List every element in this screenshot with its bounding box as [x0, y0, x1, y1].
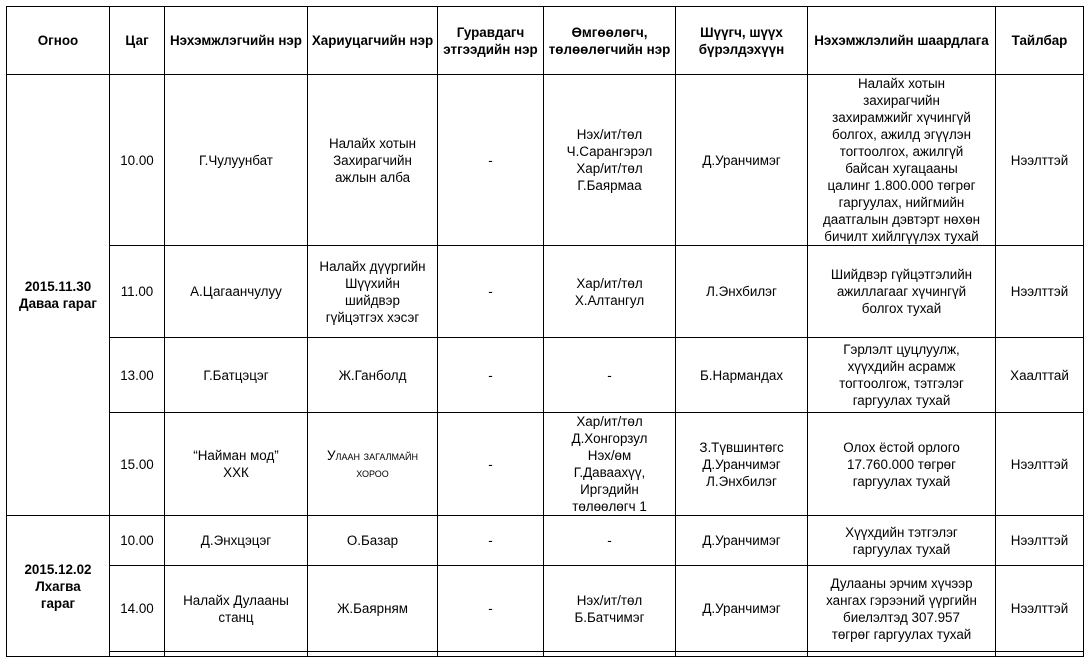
- time-cell: 15.00: [110, 413, 165, 516]
- representative-cell: Хар/ит/төл Х.Алтангул: [544, 246, 676, 338]
- defendant-cell: Ж.Ганболд: [308, 338, 438, 413]
- date-cell: 2015.12.02 Лхагва гараг: [7, 516, 110, 657]
- plaintiff-cell: “Найман мод” ХХК: [165, 413, 308, 516]
- defendant-cell: Ж.Баярням: [308, 566, 438, 652]
- table-row: [7, 566, 1084, 652]
- date-cell: 2015.11.30 Даваа гараг: [7, 75, 110, 516]
- defendant-cell: Налайх хотын Захирагчийн ажлын алба: [308, 75, 438, 246]
- note-cell: Нээлттэй: [996, 75, 1084, 246]
- header-date: Огноо: [7, 7, 110, 75]
- table-row: [7, 338, 1084, 413]
- third-party-cell: -: [438, 516, 544, 566]
- header-defendant: Хариуцагчийн нэр: [308, 7, 438, 75]
- third-party-cell: -: [438, 75, 544, 246]
- table-row: [7, 413, 1084, 516]
- header-note: Тайлбар: [996, 7, 1084, 75]
- representative-cell: -: [544, 516, 676, 566]
- claim-cell: Олох ёстой орлого 17.760.000 төгрөг гаргуулах тухай: [808, 413, 996, 516]
- header-third-party: Гуравдагч этгээдийн нэр: [438, 7, 544, 75]
- header-representative: Өмгөөлөгч, төлөөлөгчийн нэр: [544, 7, 676, 75]
- note-cell: Нээлттэй: [996, 566, 1084, 652]
- judge-cell: Б.Нармандах: [676, 338, 808, 413]
- plaintiff-cell: А.Цагаанчулуу: [165, 246, 308, 338]
- time-cell: 13.00: [110, 338, 165, 413]
- judge-cell: Л.Энхбилэг: [676, 246, 808, 338]
- table-row: [7, 516, 1084, 566]
- note-cell: Нээлттэй: [996, 413, 1084, 516]
- plaintiff-cell: Налайх Дулааны станц: [165, 566, 308, 652]
- defendant-cell: Налайх дүүргийн Шүүхийн шийдвэр гүйцэтгэх хэсэг: [308, 246, 438, 338]
- time-cell: 11.00: [110, 246, 165, 338]
- plaintiff-cell: Д.Энхцэцэг: [165, 516, 308, 566]
- table-row: [7, 246, 1084, 338]
- note-cell: Нээлттэй: [996, 246, 1084, 338]
- third-party-cell: -: [438, 413, 544, 516]
- header-judge: Шүүгч, шүүх бүрэлдэхүүн: [676, 7, 808, 75]
- time-cell: 10.00: [110, 516, 165, 566]
- plaintiff-cell: Г.Чулуунбат: [165, 75, 308, 246]
- header-time: Цаг: [110, 7, 165, 75]
- claim-cell: Гэрлэлт цуцлуулж, хүүхдийн асрамж тогтоолгож, тэтгэлэг гаргуулах тухай: [808, 338, 996, 413]
- judge-cell: Д.Уранчимэг: [676, 75, 808, 246]
- representative-cell: Нэх/ит/төл Б.Батчимэг: [544, 566, 676, 652]
- court-schedule-table: [6, 6, 1084, 657]
- representative-cell: -: [544, 338, 676, 413]
- third-party-cell: -: [438, 246, 544, 338]
- header-row: [7, 7, 1084, 75]
- time-cell: 14.00: [110, 566, 165, 652]
- note-cell: Хаалттай: [996, 338, 1084, 413]
- third-party-cell: -: [438, 338, 544, 413]
- plaintiff-cell: Г.Батцэцэг: [165, 338, 308, 413]
- header-claim: Нэхэмжлэлийн шаардлага: [808, 7, 996, 75]
- judge-cell: Д.Уранчимэг: [676, 516, 808, 566]
- table-row: [7, 75, 1084, 246]
- header-plaintiff: Нэхэмжлэгчийн нэр: [165, 7, 308, 75]
- judge-cell: З.Түвшинтөгс Д.Уранчимэг Л.Энхбилэг: [676, 413, 808, 516]
- representative-cell: Хар/ит/төл Д.Хонгорзул Нэх/өм Г.Даваахүү, Иргэдийн төлөөлөгч 1: [544, 413, 676, 516]
- judge-cell: Д.Уранчимэг: [676, 566, 808, 652]
- representative-cell: Нэх/ит/төл Ч.Сарангэрэл Хар/ит/төл Г.Баярмаа: [544, 75, 676, 246]
- defendant-cell: Улаан загалмайн хороо: [308, 413, 438, 516]
- claim-cell: Шийдвэр гүйцэтгэлийн ажиллагааг хүчингүй болгох тухай: [808, 246, 996, 338]
- third-party-cell: -: [438, 566, 544, 652]
- time-cell: 10.00: [110, 75, 165, 246]
- claim-cell: Хүүхдийн тэтгэлэг гаргуулах тухай: [808, 516, 996, 566]
- claim-cell: Налайх хотын захирагчийн захирамжийг хүчингүй болгох, ажилд эгүүлэн тогтоолгох, ажилгүй байсан хугацааны цалинг 1.800.000 төгрөг гаргуулах, нийгмийн даатгалын дэвтэрт нөхөн бичилт хийлгүүлэх тухай: [808, 75, 996, 246]
- claim-cell: Дулааны эрчим хүчээр хангах гэрээний үүргийн биелэлтэд 307.957 төгрөг гаргуулах тухай: [808, 566, 996, 652]
- note-cell: Нээлттэй: [996, 516, 1084, 566]
- defendant-cell: О.Базар: [308, 516, 438, 566]
